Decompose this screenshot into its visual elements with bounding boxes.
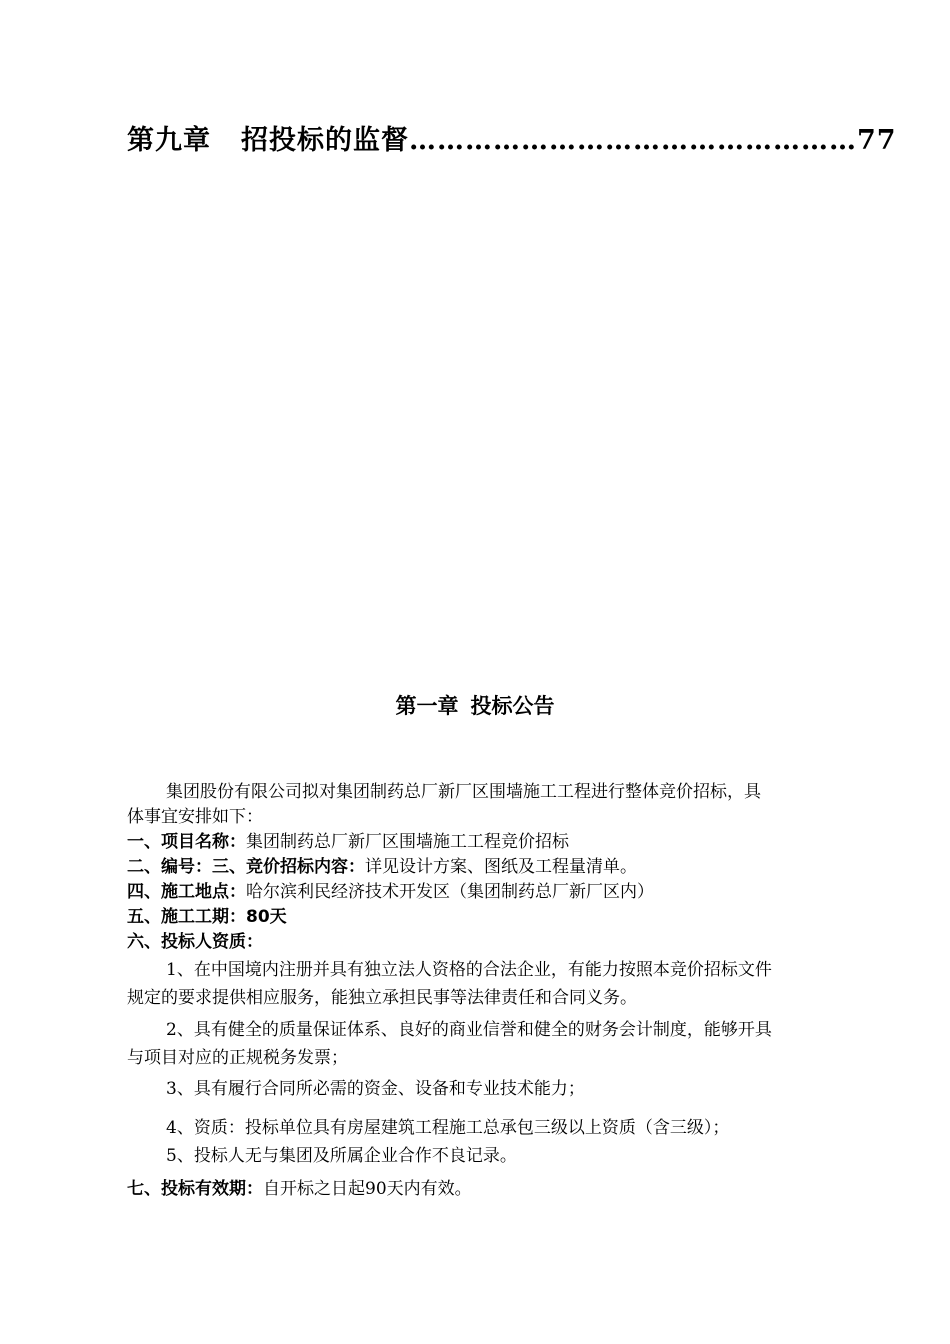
- chapter-title: 投标公告: [470, 694, 555, 718]
- requirement-1-line-1: 1、在中国境内注册并具有独立法人资格的合法企业，有能力按照本竞价招标文件: [166, 960, 772, 980]
- item-qualification-label: 六、投标人资质：: [127, 932, 263, 952]
- toc-page-number: 77: [857, 125, 897, 156]
- toc-chapter-number: 第九章: [127, 125, 211, 156]
- requirement-2-line-1: 2、具有健全的质量保证体系、良好的商业信誉和健全的财务会计制度，能够开具: [166, 1020, 772, 1040]
- toc-entry: [127, 118, 897, 157]
- item-location-value: 哈尔滨利民经济技术开发区（集团制药总厂新厂区内）: [246, 882, 654, 902]
- intro-line-1: 集团股份有限公司拟对集团制药总厂新厂区围墙施工工程进行整体竞价招标，具: [166, 782, 761, 802]
- chapter-heading: [0, 690, 950, 720]
- item-validity-label: 七、投标有效期：: [127, 1179, 263, 1199]
- item-number-content: [127, 855, 637, 879]
- intro-line-2: 体事宜安排如下：: [127, 807, 263, 827]
- item-location-label: 四、施工地点：: [127, 882, 246, 902]
- item-qualification: [127, 930, 263, 954]
- requirement-2-line-2: 与项目对应的正规税务发票；: [127, 1048, 348, 1068]
- item-period: [127, 905, 287, 929]
- item-project-name: [127, 830, 569, 854]
- item-period-value: 80天: [246, 907, 287, 927]
- requirement-5: 5、投标人无与集团及所属企业合作不良记录。: [166, 1146, 517, 1166]
- item-project-name-value: 集团制药总厂新厂区围墙施工工程竞价招标: [246, 832, 569, 852]
- item-validity: [127, 1177, 472, 1201]
- toc-title: 招投标的监督: [241, 125, 409, 156]
- item-period-label: 五、施工工期：: [127, 907, 246, 927]
- requirement-4: 4、资质：投标单位具有房屋建筑工程施工总承包三级以上资质（含三级）；: [166, 1118, 730, 1138]
- requirement-1-line-2: 规定的要求提供相应服务，能独立承担民事等法律责任和合同义务。: [127, 988, 637, 1008]
- item-project-name-label: 一、项目名称：: [127, 832, 246, 852]
- item-validity-value: 自开标之日起90天内有效。: [263, 1179, 472, 1199]
- item-number-content-value: 详见设计方案、图纸及工程量清单。: [365, 857, 637, 877]
- requirement-3: 3、具有履行合同所必需的资金、设备和专业技术能力；: [166, 1079, 585, 1099]
- item-number-content-label: 二、编号：三、竞价招标内容：: [127, 857, 365, 877]
- toc-leader: …………………………………………: [409, 125, 857, 156]
- chapter-number: 第一章: [395, 694, 459, 718]
- item-location: [127, 880, 654, 904]
